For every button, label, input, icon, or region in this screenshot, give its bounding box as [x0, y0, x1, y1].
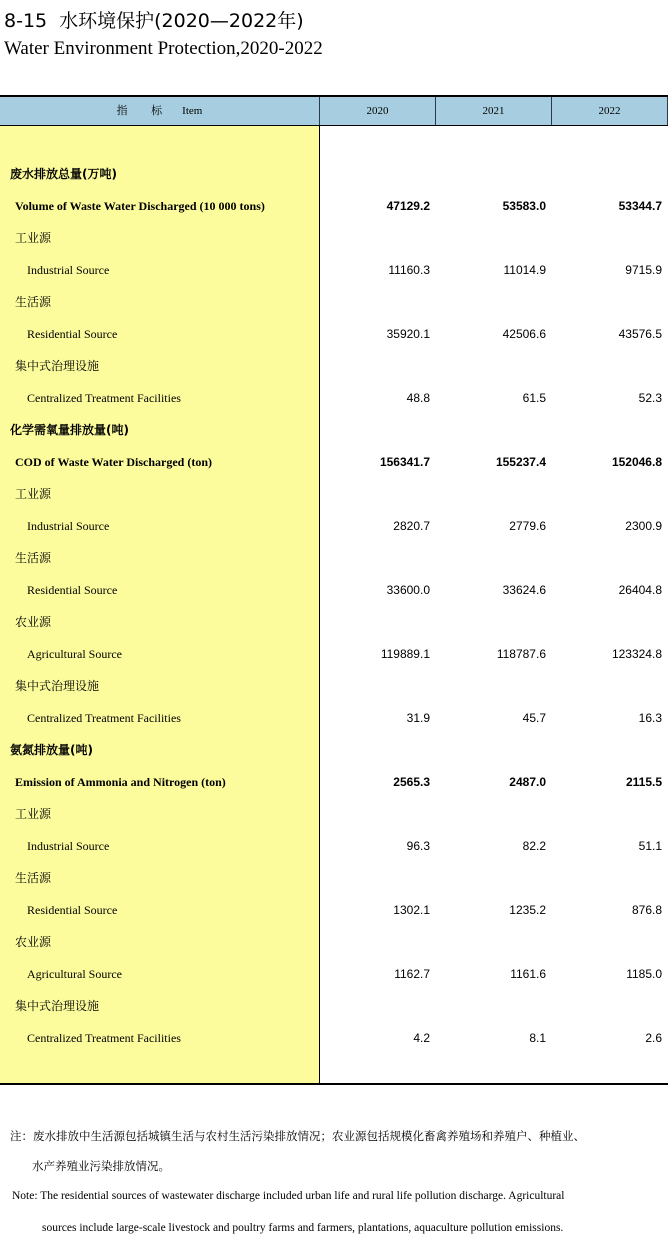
table-row: [0, 702, 668, 734]
cell-2022: 152046.8: [611, 455, 662, 469]
cell-2020: 2565.3: [393, 775, 430, 789]
row-label: 工业源: [15, 231, 52, 245]
row-label: 生活源: [15, 551, 52, 565]
cell-2022: 52.3: [638, 391, 662, 405]
cell-2022: 9715.9: [625, 263, 662, 277]
table-row: [0, 382, 668, 414]
cell-2020: 156341.7: [379, 455, 430, 469]
cell-2020: 4.2: [413, 1031, 430, 1045]
table-row: [0, 510, 668, 542]
table-row: [0, 958, 668, 990]
row-label: COD of Waste Water Discharged (ton): [15, 455, 212, 469]
cell-2022: 43576.5: [618, 327, 662, 341]
cell-2022: 876.8: [631, 903, 662, 917]
table-row: [0, 190, 668, 222]
page-title-en: Water Environment Protection,2020-2022: [4, 38, 323, 59]
cell-2022: 2300.9: [625, 519, 662, 533]
cell-2020: 47129.2: [386, 199, 430, 213]
cell-2022: 2115.5: [625, 775, 662, 789]
header-year-2020: 2020: [320, 97, 436, 125]
header-item-cn: 指 标: [116, 104, 173, 117]
table-row: [0, 414, 668, 446]
row-label: Industrial Source: [27, 839, 110, 853]
cell-2020: 1302.1: [393, 903, 430, 917]
table-row: [0, 1022, 668, 1054]
cell-2021: 2779.6: [509, 519, 546, 533]
cell-2021: 155237.4: [495, 455, 546, 469]
row-label: 集中式治理设施: [15, 999, 100, 1013]
row-label: 废水排放总量(万吨): [10, 167, 117, 181]
cell-2022: 16.3: [638, 711, 662, 725]
row-label: Residential Source: [27, 583, 118, 597]
row-label: 氨氮排放量(吨): [10, 743, 93, 757]
table-row: [0, 222, 668, 254]
cell-2021: 61.5: [522, 391, 546, 405]
table-row: [0, 254, 668, 286]
table-row: [0, 574, 668, 606]
cell-2021: 53583.0: [502, 199, 546, 213]
table-title-cn: 水环境保护(2020—2022年): [59, 10, 304, 32]
table-row: [0, 830, 668, 862]
page-title-cn: [4, 6, 304, 33]
table-row: [0, 894, 668, 926]
cell-2020: 2820.7: [393, 519, 430, 533]
row-label: Agricultural Source: [27, 647, 122, 661]
row-label: Industrial Source: [27, 263, 110, 277]
cell-2021: 33624.6: [502, 583, 546, 597]
cell-2022: 123324.8: [611, 647, 662, 661]
cell-2020: 96.3: [406, 839, 430, 853]
cell-2021: 118787.6: [496, 647, 546, 661]
table-header: [0, 97, 668, 125]
cell-2021: 42506.6: [502, 327, 546, 341]
table-row: [0, 926, 668, 958]
note-en-line2: sources include large-scale livestock and poultry farms and farmers, plantations, aquaculture pollution emissions.: [42, 1222, 564, 1234]
cell-2021: 8.1: [529, 1031, 546, 1045]
cell-2021: 82.2: [522, 839, 546, 853]
row-label: 农业源: [15, 615, 52, 629]
table-row: [0, 862, 668, 894]
cell-2022: 1185.0: [626, 967, 662, 981]
row-label: Centralized Treatment Facilities: [27, 391, 181, 405]
table-row: [0, 542, 668, 574]
row-label: Emission of Ammonia and Nitrogen (ton): [15, 775, 226, 789]
table-row: [0, 670, 668, 702]
cell-2020: 11160.3: [388, 263, 430, 277]
cell-2022: 53344.7: [618, 199, 662, 213]
table-row: [0, 158, 668, 190]
table-number: 8-15: [4, 10, 48, 32]
cell-2021: 1235.2: [509, 903, 546, 917]
row-label: 集中式治理设施: [15, 679, 100, 693]
table-row: [0, 990, 668, 1022]
row-label: Industrial Source: [27, 519, 110, 533]
row-label: Residential Source: [27, 327, 118, 341]
note-cn-line2: 水产养殖业污染排放情况。: [32, 1159, 170, 1173]
row-label: 生活源: [15, 871, 52, 885]
note-cn-line1: 注：废水排放中生活源包括城镇生活与农村生活污染排放情况；农业源包括规模化畜禽养殖场和养殖户、种植业、: [10, 1129, 585, 1143]
cell-2021: 45.7: [522, 711, 546, 725]
row-label: Agricultural Source: [27, 967, 122, 981]
row-label: Volume of Waste Water Discharged (10 000 tons): [15, 199, 265, 213]
cell-2022: 2.6: [645, 1031, 662, 1045]
table-row: [0, 638, 668, 670]
table-row: [0, 798, 668, 830]
table-row: [0, 606, 668, 638]
cell-2020: 35920.1: [386, 327, 430, 341]
cell-2020: 119889.1: [380, 647, 430, 661]
table-row: [0, 766, 668, 798]
table-row: [0, 350, 668, 382]
table-row: [0, 478, 668, 510]
header-item: [0, 97, 320, 125]
cell-2021: 2487.0: [509, 775, 546, 789]
cell-2020: 33600.0: [386, 583, 430, 597]
table-row: [0, 734, 668, 766]
header-year-2022: 2022: [552, 97, 668, 125]
row-label: Residential Source: [27, 903, 118, 917]
cell-2020: 48.8: [406, 391, 430, 405]
row-label: 化学需氧量排放量(吨): [10, 423, 129, 437]
note-en-line1: Note: The residential sources of wastewater discharge included urban life and rural life pollution discharge. Agricultural: [12, 1190, 565, 1202]
header-item-en: Item: [182, 105, 203, 117]
cell-2022: 26404.8: [618, 583, 662, 597]
data-table: [0, 95, 668, 1085]
row-label: Centralized Treatment Facilities: [27, 1031, 181, 1045]
cell-2020: 1162.7: [394, 967, 430, 981]
row-label: 工业源: [15, 487, 52, 501]
table-row: [0, 318, 668, 350]
header-year-2021: 2021: [436, 97, 552, 125]
row-label: 集中式治理设施: [15, 359, 100, 373]
cell-2021: 11014.9: [503, 263, 546, 277]
row-label: Centralized Treatment Facilities: [27, 711, 181, 725]
cell-2020: 31.9: [406, 711, 430, 725]
table-row: [0, 286, 668, 318]
row-label: 工业源: [15, 807, 52, 821]
cell-2021: 1161.6: [510, 967, 546, 981]
table-row: [0, 446, 668, 478]
row-label: 生活源: [15, 295, 52, 309]
table-bottom-rule: [0, 1083, 668, 1085]
row-label: 农业源: [15, 935, 52, 949]
cell-2022: 51.1: [638, 839, 662, 853]
